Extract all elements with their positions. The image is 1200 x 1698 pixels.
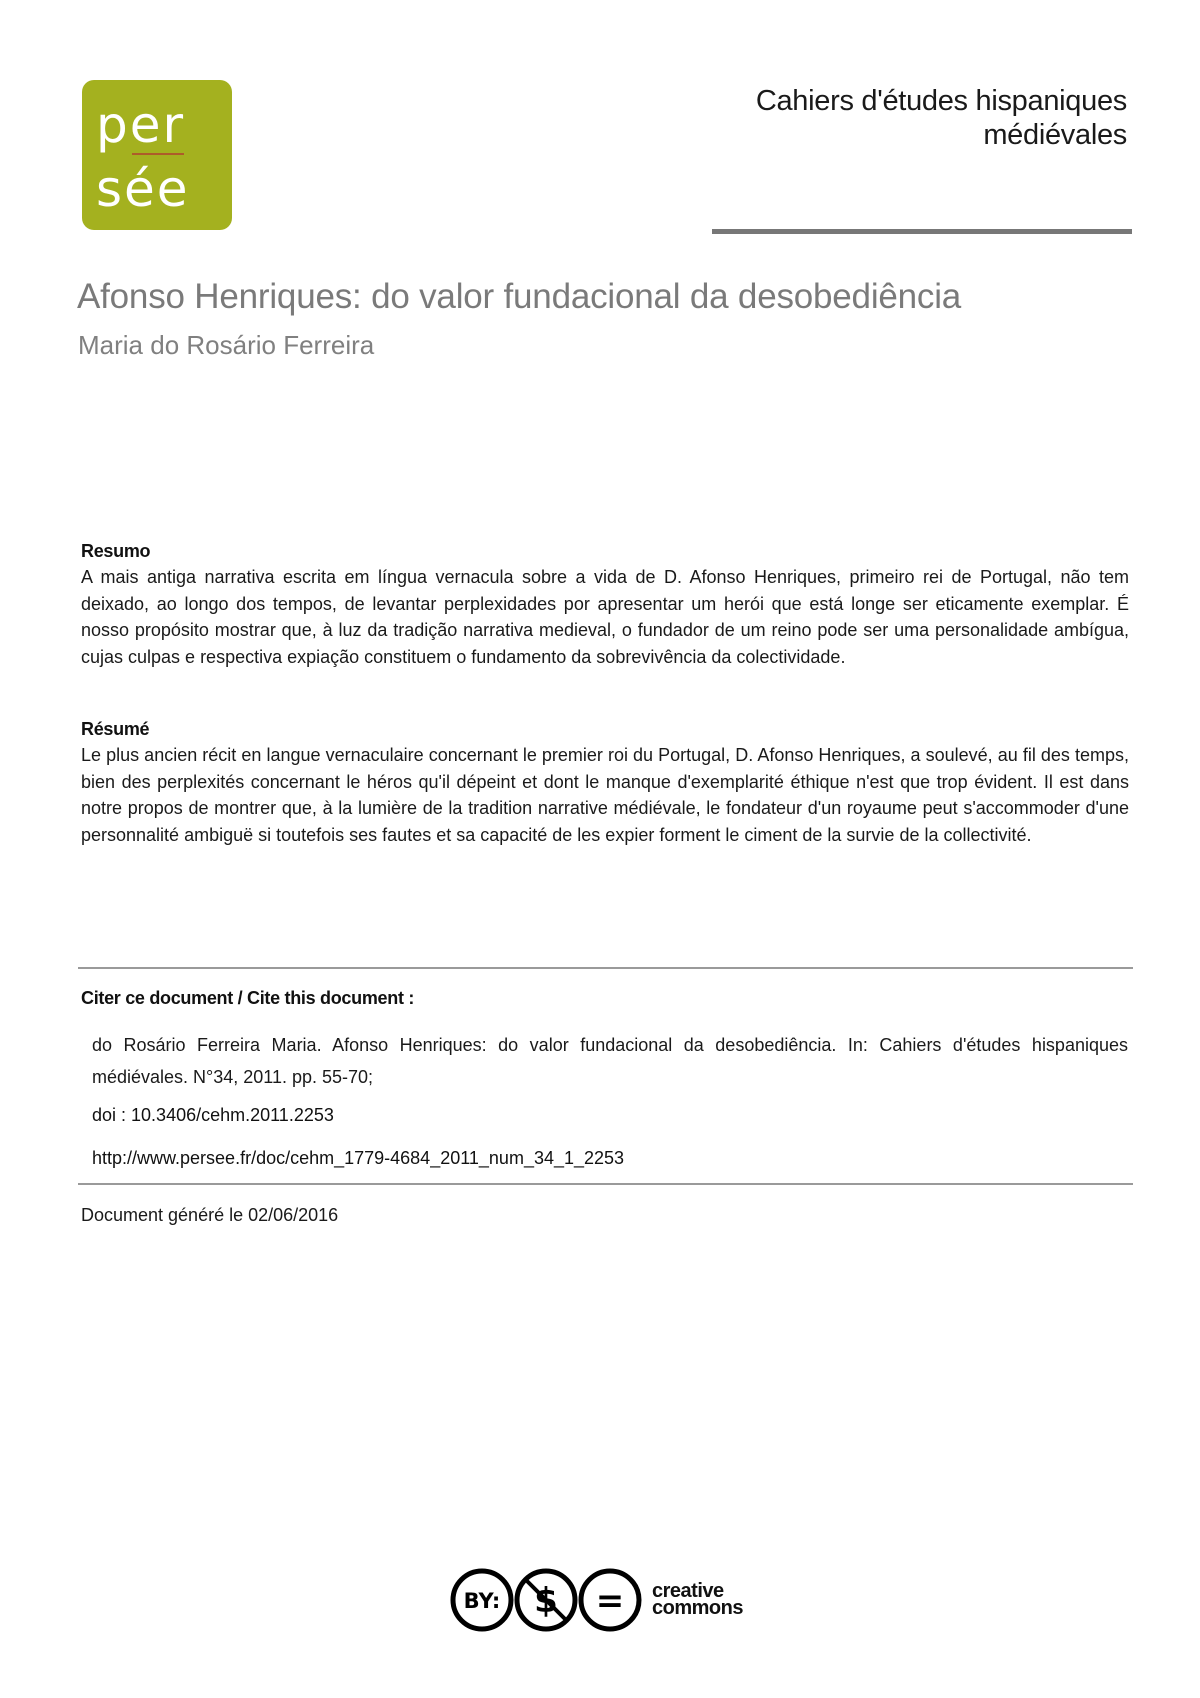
doi-link[interactable]: 10.3406/cehm.2011.2253 [131,1105,334,1125]
cc-word-2: commons [652,1597,743,1619]
persee-logo-mark [82,80,232,230]
journal-name-line-1: Cahiers d'études hispaniques [755,85,1127,117]
abstract-french-heading: Résumé [81,719,150,739]
abstract-french [81,718,1129,848]
creative-commons-license[interactable] [450,1568,743,1632]
article-title: Afonso Henriques: do valor fundacional da desobediência [77,277,962,316]
cc-nc-label: $ [534,1581,558,1621]
journal-name-line-2: médiévales [983,119,1127,151]
cc-by-label: BY: [463,1589,501,1613]
citation-top-divider [78,967,1133,969]
creative-commons-wordmark [652,1580,743,1619]
cc-nd-icon [578,1568,642,1632]
cc-nd-label: = [595,1581,625,1621]
cc-by-icon [450,1568,514,1632]
abstract-portuguese [81,540,1129,670]
citation-heading: Citer ce document / Cite this document : [81,988,415,1008]
cc-word-1: creative [652,1580,724,1602]
cc-nc-icon [514,1568,578,1632]
persee-logo [82,80,232,230]
abstract-portuguese-heading: Resumo [81,541,151,561]
logo-line-2: sée [96,160,190,218]
document-url-link[interactable]: http://www.persee.fr/doc/cehm_1779-4684_2011_num_34_1_2253 [92,1148,625,1168]
generated-date: Document généré le 02/06/2016 [81,1205,339,1225]
journal-name [627,84,1127,152]
header-divider [712,229,1132,234]
abstract-portuguese-text: A mais antiga narrativa escrita em língua vernacula sobre a vida de D. Afonso Henriques, primeiro rei de Portugal, não tem deixado, ao longo dos tempos, de levantar perplexidades por apresentar um herói que está longe ser eticamente exemplar. É nosso propósito mostrar que, à luz da tradição narrativa medieval, o fundador de um reino pode ser uma personalidade ambígua, cujas culpas e respectiva expiação constituem o fundamento da sobrevivência da colectividade. [81,567,1129,667]
article-author: Maria do Rosário Ferreira [78,330,375,360]
citation-text: do Rosário Ferreira Maria. Afonso Henriques: do valor fundacional da desobediência. In: Cahiers d'études hispaniques médiévales. N°34, 2011. pp. 55-70; [92,1035,1128,1087]
logo-line-1: per [96,96,186,154]
abstract-french-text: Le plus ancien récit en langue vernaculaire concernant le premier roi du Portugal, D. Afonso Henriques, a soulevé, au fil des temps, bien des perplexités concernant le héros qu'il dépeint et dont le manque d'exemplarité éthique n'est que trop évident. Il est dans notre propos de montrer que, à la lumière de la tradition narrative médiévale, le fondateur d'un royaume peut s'accommoder d'une personnalité ambiguë si toutefois ses fautes et sa capacité de les expier forment le ciment de la survie de la collectivité. [81,745,1129,845]
doi-line [92,1105,334,1126]
citation-bottom-divider [78,1183,1133,1185]
doi-label: doi : [92,1105,132,1125]
